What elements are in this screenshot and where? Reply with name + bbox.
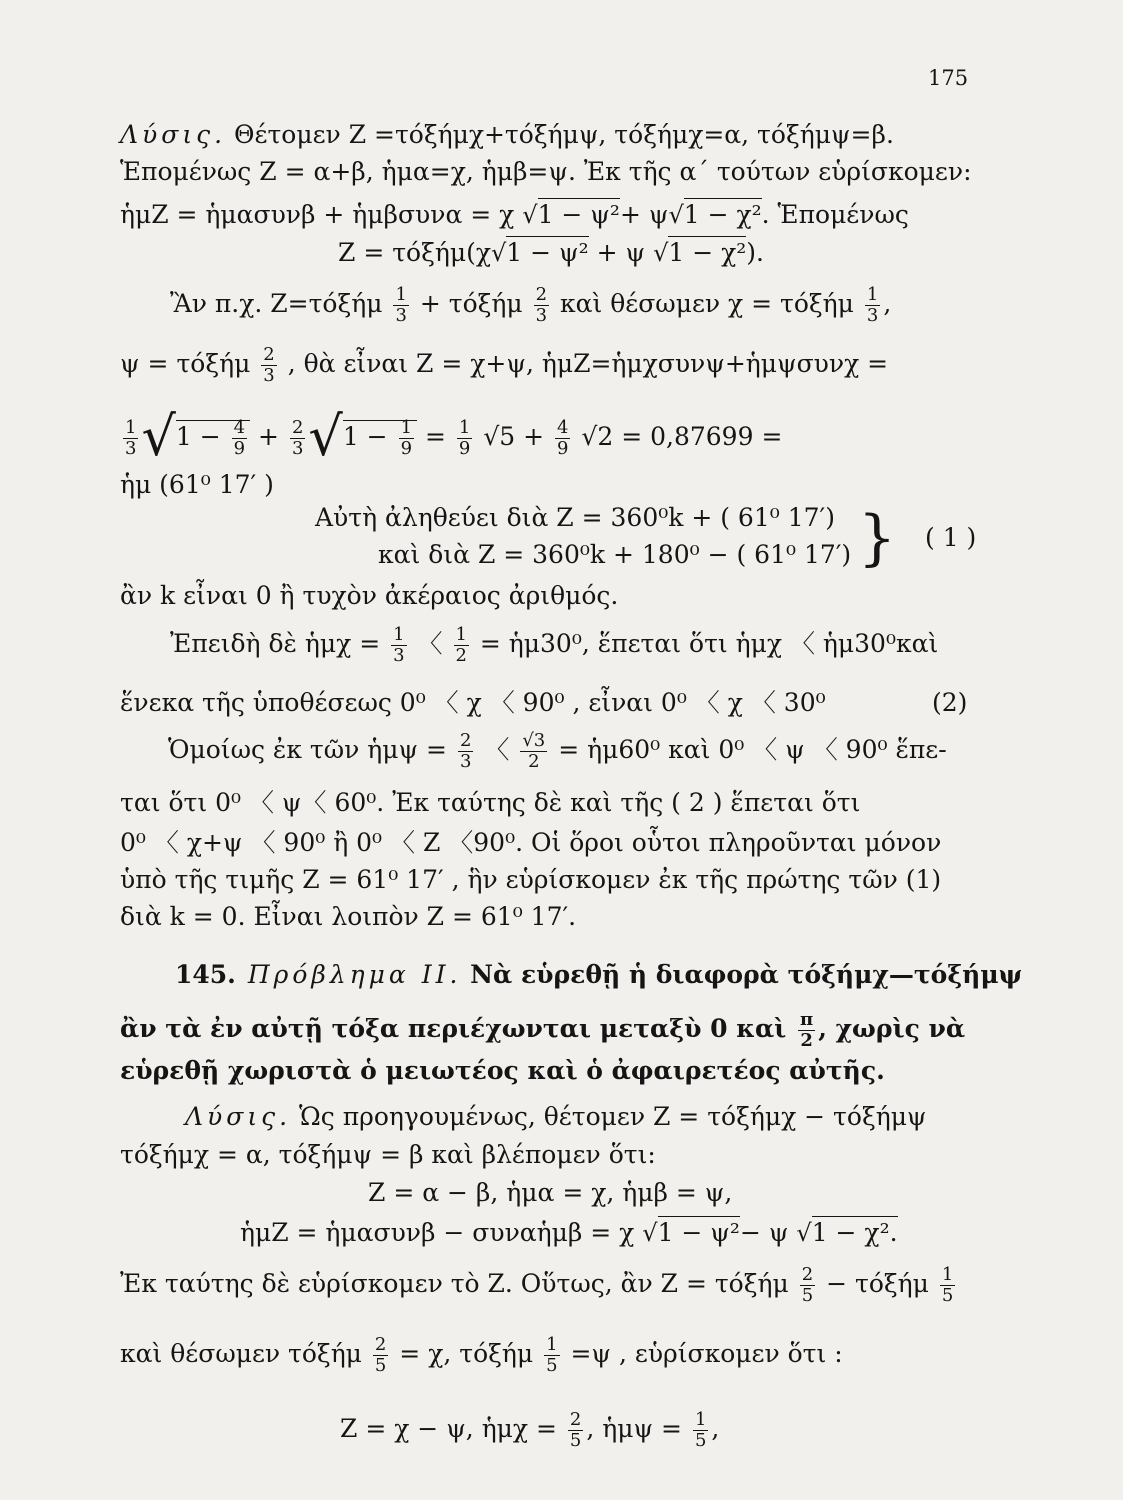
problem-line: εὑρεθῇ χωριστὰ ὁ μειωτέος καὶ ὁ ἀφαιρετέος αὐτῆς. [120, 1056, 885, 1085]
equation-line: Ζ = α − β, ἡμα = χ, ἡμβ = ψ, [368, 1178, 733, 1207]
text-line: τόξήμχ = α, τόξήμψ = β καὶ βλέπομεν ὅτι: [120, 1140, 656, 1169]
text-line: ἕνεκα τῆς ὑποθέσεως 0⁰ 〈 χ 〈 90⁰ , εἶναι 0⁰ 〈 χ 〈 30⁰ [120, 688, 826, 717]
text-line: Ἑπομένως Ζ = α+β, ἡμα=χ, ἡμβ=ψ. Ἐκ τῆς α΄ τούτων εὑρίσκομεν: [120, 157, 972, 186]
equation-line: Ἂν π.χ. Ζ=τόξήμ $\frac{1}{3}$ + τόξήμ $\frac{2}{3}$ καὶ θέσωμεν χ = τόξήμ $\frac{1}{3}$ , [170, 284, 892, 326]
text-line: διὰ k = 0. Εἶναι λοιπὸν Ζ = 61⁰ 17′. [120, 902, 577, 931]
fraction: $\frac{1}{3}$ [395, 284, 407, 326]
equation-label: ( 1 ) [925, 523, 977, 552]
equation-line: Ζ = τόξήμ(χ√1 − ψ² + ψ √1 − χ²). [338, 238, 764, 267]
fraction: $\frac{2}{3}$ [535, 284, 548, 326]
text-line: Λύσις. Θέτομεν Ζ =τόξήμχ+τόξήμψ, τόξήμχ=α, τόξήμψ=β. [120, 120, 894, 149]
equation-line: Ζ = χ − ψ, ἡμχ = $\frac{2}{5}$ , ἡμψ = $\frac{1}{5}$ , [340, 1409, 720, 1451]
equation-line: $\frac{1}{3}$ √1 − $\frac{4}{9}$ + $\frac{2}{3}$ √1 − $\frac{1}{9}$ = $\frac{1}{9}$ √5 + $\frac{4}{9}$ √2 = 0,87699 = [125, 405, 783, 468]
equation-line: καὶ θέσωμεν τόξήμ $\frac{2}{5}$ = χ, τόξήμ $\frac{1}{5}$ =ψ , εὑρίσκομεν ὅτι : [120, 1334, 843, 1376]
equation-label: (2) [932, 688, 968, 717]
page-number: 175 [928, 66, 969, 90]
fraction: $\frac{1}{3}$ [866, 284, 879, 326]
text-line: ἡμ (61⁰ 17′ ) [120, 470, 274, 499]
text-line: Λύσις. Ὡς προηγουμένως, θέτομεν Ζ = τόξήμχ − τόξήμψ [185, 1102, 927, 1131]
equation-line: ἡμΖ = ἡμασυνβ − συναἡμβ = χ √1 − ψ²− ψ √1 − χ². [240, 1218, 898, 1247]
problem-line: ἂν τὰ ἐν αὐτῇ τόξα περιέχωνται μεταξὺ 0 καὶ $\frac{\pi}{2}$ , χωρὶς νὰ [120, 1009, 966, 1051]
equation-line: Ἐκ ταύτης δὲ εὑρίσκομεν τὸ Ζ. Οὕτως, ἂν Ζ = τόξήμ $\frac{2}{5}$ − τόξήμ $\frac{1}{5}$ [120, 1264, 954, 1306]
equation-line: Ἐπειδὴ δὲ ἡμχ = $\frac{1}{3}$ 〈 $\frac{1}{2}$ = ἡμ30⁰, ἕπεται ὅτι ἡμχ 〈 ἡμ30⁰καὶ [170, 624, 939, 666]
text-line: Αὐτὴ ἀληθεύει διὰ Ζ = 360⁰k + ( 61⁰ 17′) [315, 503, 835, 532]
text-line: 0⁰ 〈 χ+ψ 〈 90⁰ ἢ 0⁰ 〈 Ζ 〈90⁰. Οἱ ὅροι οὗτοι πληροῦνται μόνον [120, 828, 942, 857]
text-line: ὑπὸ τῆς τιμῆς Ζ = 61⁰ 17′ , ἣν εὑρίσκομεν ἐκ τῆς πρώτης τῶν (1) [120, 865, 942, 894]
equation-line: Ὁμοίως ἐκ τῶν ἡμψ = $\frac{2}{3}$ 〈 $\frac{√3}{2}$ = ἡμ60⁰ καὶ 0⁰ 〈 ψ 〈 90⁰ ἕπε- [168, 730, 947, 772]
problem-heading: 145. Πρόβλημα ΙΙ. Νὰ εὑρεθῇ ἡ διαφορὰ τόξήμχ—τόξήμψ [175, 960, 1023, 989]
equation-line: ψ = τόξήμ $\frac{2}{3}$ , θὰ εἶναι Ζ = χ+ψ, ἡμΖ=ἡμχσυνψ+ἡμψσυνχ = [120, 344, 889, 386]
brace-icon: } [858, 503, 897, 573]
equation-line: ἡμΖ = ἡμασυνβ + ἡμβσυνα = χ √1 − ψ²+ ψ√1 − χ². Ἑπομένως [120, 200, 909, 229]
solution-label: Λύσις. [120, 120, 227, 149]
fraction: $\frac{2}{3}$ [263, 344, 275, 386]
text-line: ται ὅτι 0⁰ 〈 ψ〈 60⁰. Ἐκ ταύτης δὲ καὶ τῆς ( 2 ) ἕπεται ὅτι [120, 788, 861, 817]
text-line: ἂν k εἶναι 0 ἢ τυχὸν ἀκέραιος ἀριθμός. [120, 581, 619, 610]
text-line: καὶ διὰ Ζ = 360⁰k + 180⁰ − ( 61⁰ 17′) [378, 540, 852, 569]
